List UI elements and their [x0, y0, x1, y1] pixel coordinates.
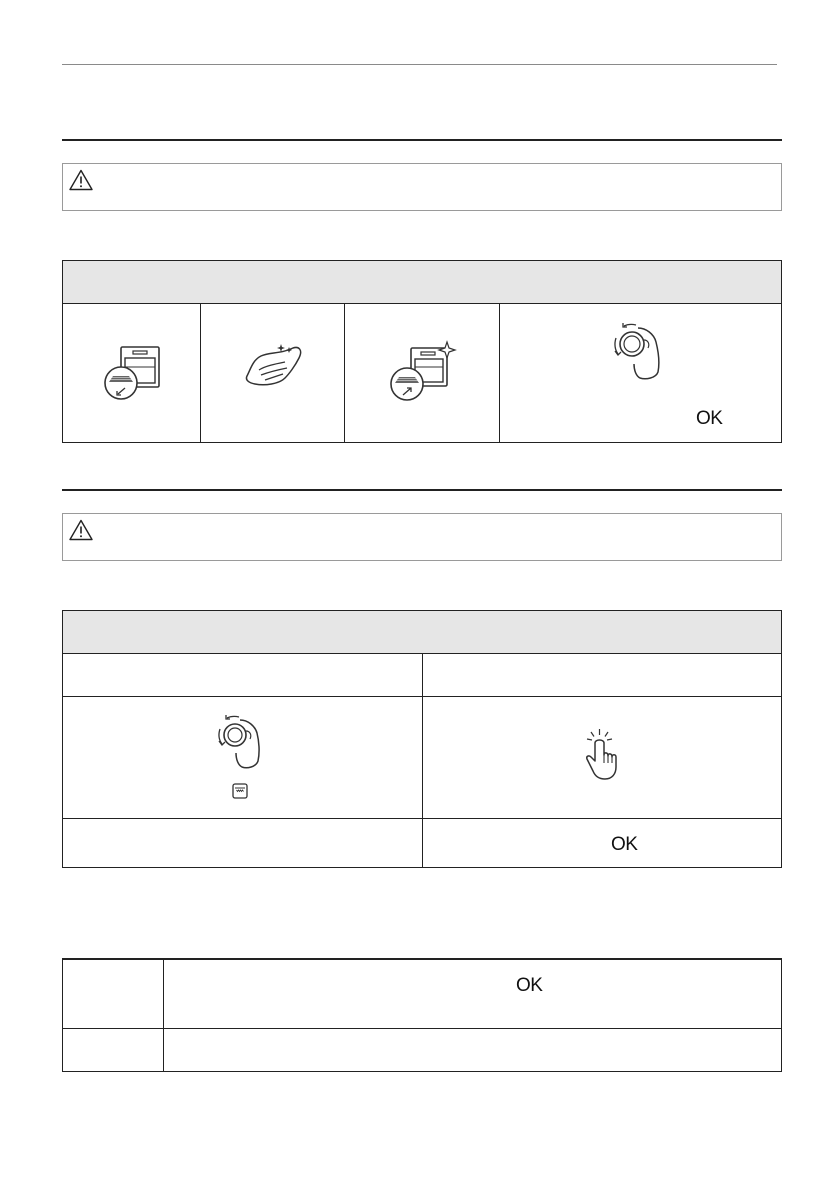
descaling-table [62, 610, 782, 868]
touch-press-icon [581, 727, 621, 785]
cleaning-table [62, 260, 782, 443]
descaling-row-1-right [423, 654, 781, 697]
warning-box-2 [62, 513, 782, 561]
cleaning-table-header [63, 261, 781, 304]
warning-triangle-icon [69, 169, 93, 191]
ok-label: OK [611, 834, 638, 855]
cleaning-step-2 [201, 304, 345, 442]
descaling-row-2-right [423, 697, 781, 819]
info-row-1-key [63, 960, 164, 1029]
rotary-knob-icon [215, 711, 267, 769]
descaling-row-3-left [63, 819, 423, 867]
info-row-1-value [164, 960, 781, 1029]
cleaning-step-1 [63, 304, 201, 442]
info-row-2-value [164, 1029, 781, 1072]
descaling-row-3-right [423, 819, 781, 867]
page-top-rule [62, 64, 777, 65]
descaling-table-header [63, 611, 781, 654]
oven-clean-icon [389, 342, 453, 406]
ok-label: OK [696, 408, 723, 429]
info-row-2-key [63, 1029, 164, 1072]
section-1-rule [62, 139, 782, 141]
cloth-cleaning-icon [241, 340, 305, 390]
info-table [62, 958, 782, 1072]
descaling-row-1-left [63, 654, 423, 697]
oven-remove-accessories-icon [103, 344, 163, 406]
cleaning-step-3 [345, 304, 500, 442]
oven-menu-icon [232, 783, 248, 799]
warning-box-1 [62, 163, 782, 211]
descaling-row-2-left [63, 697, 423, 819]
warning-triangle-icon [69, 519, 93, 541]
rotary-knob-icon [610, 318, 668, 380]
cleaning-step-4 [500, 304, 781, 442]
section-2-rule [62, 489, 782, 491]
ok-label: OK [516, 975, 543, 996]
